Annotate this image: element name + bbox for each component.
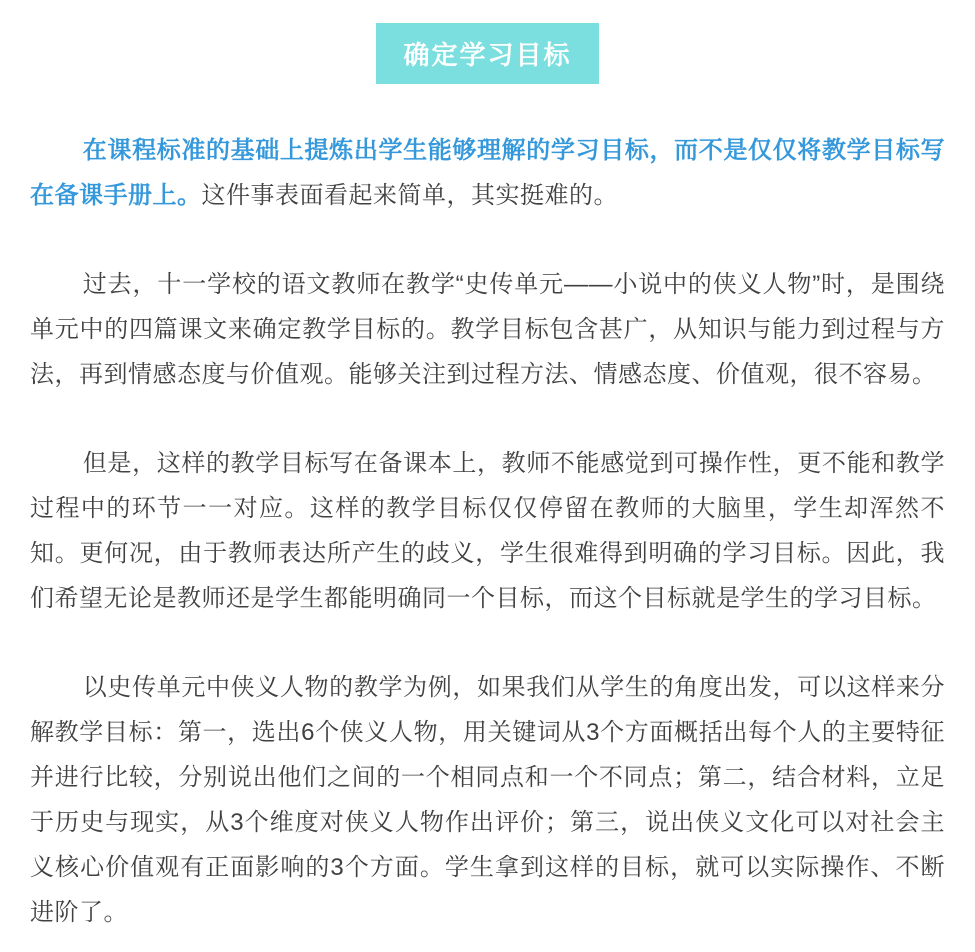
paragraph-goal-example: 以史传单元中侠义人物的教学为例，如果我们从学生的角度出发，可以这样来分解教学目标：第一，选出6个侠义人物，用关键词从3个方面概括出每个人的主要特征并进行比较，分别说出他们之间的一个相同点和一个不同点；第二，结合材料，立足于历史与现实，从3个维度对侠义人物作出评价；第三，说出侠义文化可以对社会主义核心价值观有正面影响的3个方面。学生拿到这样的目标，就可以实际操作、不断进阶了。 bbox=[30, 674, 945, 926]
paragraph-intro bbox=[30, 128, 945, 218]
paragraph-past-practice: 过去，十一学校的语文教师在教学“史传单元——小说中的侠义人物”时，是围绕单元中的四篇课文来确定教学目标的。教学目标包含甚广，从知识与能力到过程与方法，再到情感态度与价值观。能够关注到过程方法、情感态度、价值观，很不容易。 bbox=[30, 271, 945, 388]
intro-highlight-text: 在课程标准的基础上提炼出学生能够理解的学习目标，而不是仅仅将教学目标写在备课手册上。 bbox=[30, 137, 945, 209]
paragraph-goal-problems: 但是，这样的教学目标写在备课本上，教师不能感觉到可操作性，更不能和教学过程中的环节一一对应。这样的教学目标仅仅停留在教师的大脑里，学生却浑然不知。更何况，由于教师表达所产生的歧义，学生很难得到明确的学习目标。因此，我们希望无论是教师还是学生都能明确同一个目标，而这个目标就是学生的学习目标。 bbox=[30, 450, 945, 612]
intro-rest-text: 这件事表面看起来简单，其实挺难的。 bbox=[201, 182, 618, 209]
section-title-badge: 确定学习目标 bbox=[376, 23, 599, 84]
